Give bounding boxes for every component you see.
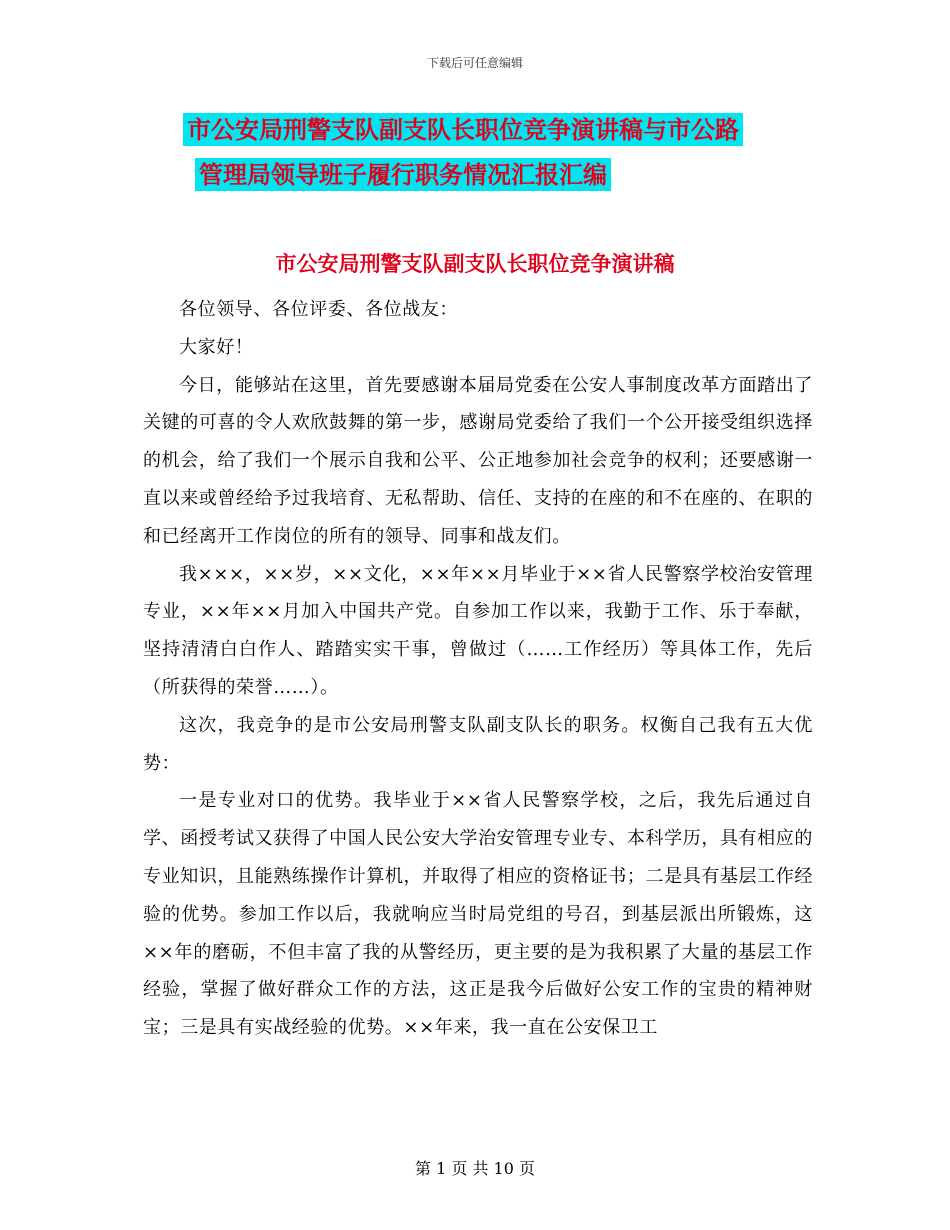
main-title-line-2 <box>195 157 815 193</box>
paragraph-self-intro: 我×××，××岁，××文化，××年××月毕业于××省人民警察学校治安管理专业，××年××月加入中国共产党。自参加工作以来，我勤于工作、乐于奉献，坚持清清白白作人、踏踏实实干事，曾做过（……工作经历）等具体工作，先后（所获得的荣誉……）。 <box>143 563 813 698</box>
body-text <box>143 291 813 1047</box>
paragraph-position: 这次，我竞争的是市公安局刑警支队副支队长的职务。权衡自己我有五大优势： <box>143 714 813 774</box>
paragraph-greeting: 大家好！ <box>179 336 254 358</box>
paragraph-salutation: 各位领导、各位评委、各位战友： <box>179 299 458 320</box>
main-title-line-2-text: 管理局领导班子履行职务情况汇报汇编 <box>195 158 611 191</box>
main-title-line-1-text: 市公安局刑警支队副支队长职位竞争演讲稿与市公路 <box>183 113 743 146</box>
section-title: 市公安局刑警支队副支队长职位竞争演讲稿 <box>275 251 675 276</box>
paragraph-advantages: 一是专业对口的优势。我毕业于××省人民警察学校，之后，我先后通过自学、函授考试又获得了中国人民公安大学治安管理专业专、本科学历，具有相应的专业知识，且能熟练操作计算机，并取得了相应的资格证书；二是具有基层工作经验的优势。参加工作以后，我就响应当时局党组的号召，到基层派出所锻炼，这××年的磨砺，不但丰富了我的从警经历，更主要的是为我积累了大量的基层工作经验，掌握了做好群众工作的方法，这正是我今后做好公安工作的宝贵的精神财宝；三是具有实战经验的优势。××年来，我一直在公安保卫工 <box>143 790 813 1039</box>
header-note: 下载后可任意编辑 <box>426 56 523 70</box>
paragraph-thanks: 今日，能够站在这里，首先要感谢本届局党委在公安人事制度改革方面踏出了关键的可喜的令人欢欣鼓舞的第一步，感谢局党委给了我们一个公开接受组织选择的机会，给了我们一个展示自我和公平、公正地参加社会竞争的权利；还要感谢一直以来或曾经给予过我培育、无私帮助、信任、支持的在座的和不在座的、在职的和已经离开工作岗位的所有的领导、同事和战友们。 <box>143 374 813 547</box>
main-title-line-1 <box>183 112 803 148</box>
page-footer: 第 1 页 共 10 页 <box>415 1159 535 1178</box>
